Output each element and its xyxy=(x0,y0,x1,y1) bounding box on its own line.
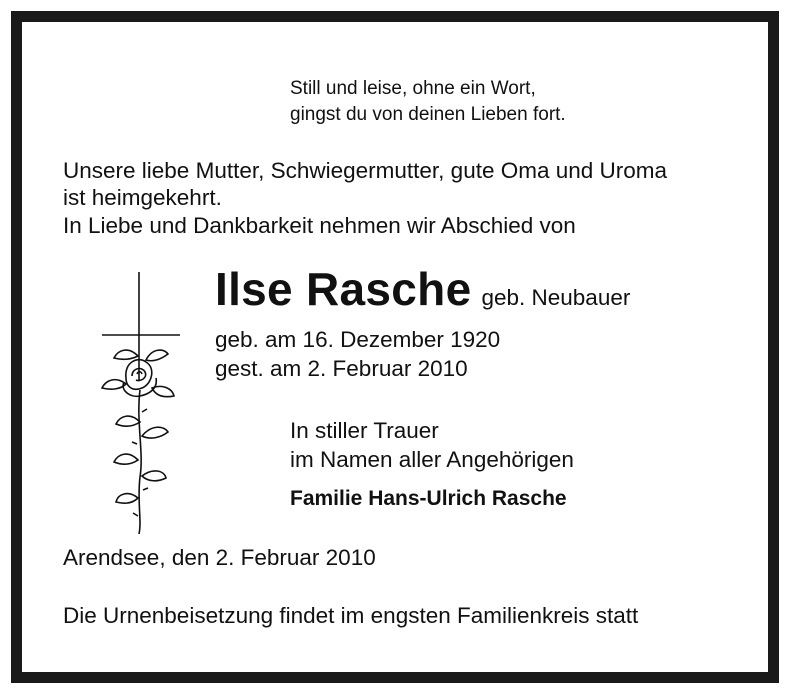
death-date: gest. am 2. Februar 2010 xyxy=(215,356,468,381)
intro-line-2: ist heimgekehrt. xyxy=(63,185,222,210)
obituary-notice xyxy=(11,11,779,683)
family-name: Familie Hans-Ulrich Rasche xyxy=(290,487,567,510)
deceased-name: Ilse Rasche xyxy=(215,263,472,315)
maiden-name: geb. Neubauer xyxy=(481,285,631,310)
mourning-line-2: im Namen aller Angehörigen xyxy=(290,447,574,472)
deceased-name-line xyxy=(215,263,631,315)
cross-with-rose-icon xyxy=(90,272,190,534)
verse-line-1: Still und leise, ohne ein Wort, xyxy=(290,78,536,99)
intro-line-1: Unsere liebe Mutter, Schwiegermutter, gute Oma und Uroma xyxy=(63,158,668,183)
place-date: Arendsee, den 2. Februar 2010 xyxy=(63,545,376,570)
verse-line-2: gingst du von deinen Lieben fort. xyxy=(290,104,566,125)
intro-line-3: In Liebe und Dankbarkeit nehmen wir Abschied von xyxy=(63,213,576,238)
mourning-line-1: In stiller Trauer xyxy=(290,418,439,443)
burial-note: Die Urnenbeisetzung findet im engsten Familienkreis statt xyxy=(63,603,639,628)
birth-date: geb. am 16. Dezember 1920 xyxy=(215,327,501,352)
